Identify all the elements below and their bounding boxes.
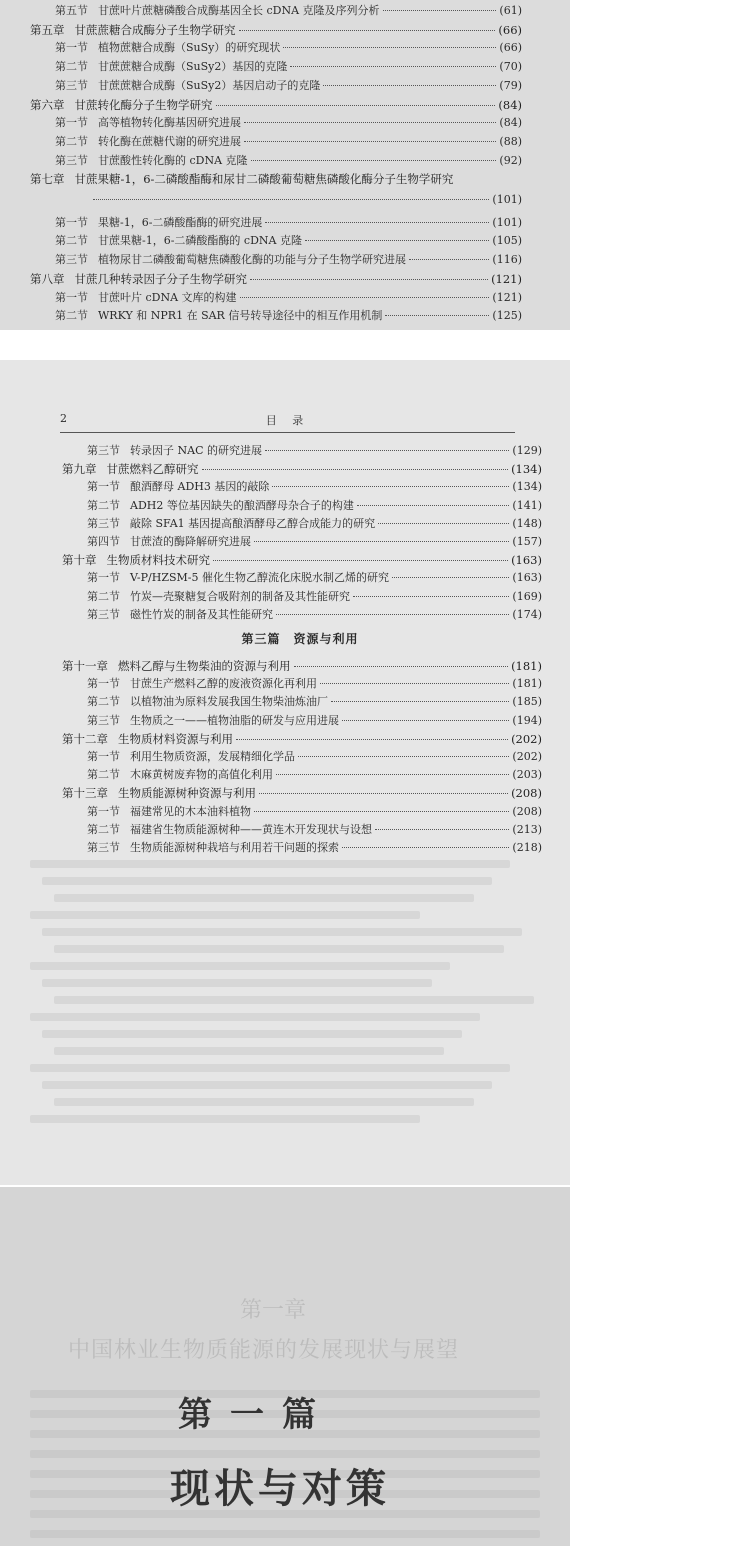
- bleed-line: [54, 1098, 474, 1106]
- page-gap: [0, 330, 570, 360]
- toc-page-number: (157): [512, 535, 542, 548]
- toc-section-entry: [55, 215, 522, 231]
- toc-entry-title: 生物质能源树种资源与利用: [118, 786, 256, 801]
- toc-entry-label: 第十二章: [62, 731, 108, 746]
- toc-chapter-entry: [30, 271, 522, 287]
- toc-section-entry: [87, 713, 542, 729]
- toc-entry-label: 第二节: [87, 498, 120, 512]
- toc-entry-title: ADH2 等位基因缺失的酿酒酵母杂合子的构建: [130, 498, 354, 512]
- toc-chapter-entry: [62, 785, 542, 801]
- toc-entry-label: 第二节: [87, 822, 120, 836]
- bleed-line: [54, 894, 474, 902]
- toc-entry-label: 第五章: [30, 22, 65, 37]
- bleed-line: [30, 860, 510, 868]
- leader-dots: [272, 486, 509, 487]
- toc-section-entry: [87, 840, 542, 856]
- toc-section-entry: [87, 516, 542, 532]
- toc-section-entry: [87, 589, 542, 605]
- toc-entry-title: 植物尿甘二磷酸葡萄糖焦磷酸化酶的功能与分子生物学研究进展: [98, 253, 406, 267]
- leader-dots: [320, 683, 509, 684]
- toc-entry-label: 第三节: [87, 444, 120, 457]
- toc-page-number: (181): [511, 659, 542, 673]
- toc-section-entry: [87, 570, 542, 586]
- toc-entry-label: 第三节: [87, 841, 120, 854]
- toc-page-number: (92): [499, 153, 522, 167]
- toc-page-number: (218): [512, 841, 542, 854]
- toc-entry-label: 第一节: [87, 480, 120, 494]
- toc-entry-label: 第三节: [87, 713, 120, 727]
- toc-entry-title: 果糖-1，6-二磷酸酯酶的研究进展: [98, 215, 263, 229]
- toc-section-entry: [55, 78, 522, 94]
- toc-section-entry: [87, 534, 542, 550]
- bleed-line: [30, 1530, 540, 1538]
- toc-page-number: (208): [512, 804, 542, 818]
- toc-page-number: (79): [499, 78, 522, 92]
- toc-entry-title: 甘蔗蔗糖合成酶（SuSy2）基因的克隆: [98, 60, 288, 74]
- toc-section-entry: [87, 498, 542, 514]
- leader-dots: [290, 66, 496, 67]
- toc-section-entry: [87, 767, 542, 783]
- toc-section-entry: [87, 676, 542, 692]
- leader-dots: [244, 122, 496, 123]
- toc-page-number: (121): [491, 271, 522, 286]
- toc-page-number: (203): [512, 768, 542, 782]
- bleed-line: [42, 1030, 462, 1038]
- toc-section-entry: [87, 804, 542, 820]
- toc-entry-title: 甘蔗叶片蔗糖磷酸合成酶基因全长 cDNA 克隆及序列分析: [98, 4, 380, 17]
- toc-entry-label: 第十章: [62, 553, 97, 568]
- toc-entry-label: 第五节: [55, 4, 88, 17]
- toc-page-continuation: [90, 192, 522, 208]
- toc-page-number: (202): [512, 750, 542, 763]
- toc-entry-label: 第四节: [87, 535, 120, 548]
- toc-page-number: (66): [498, 22, 522, 37]
- toc-entry-label: 第一节: [55, 116, 88, 130]
- toc-entry-title: 甘蔗果糖-1，6-二磷酸酯酶的 cDNA 克隆: [98, 234, 302, 248]
- toc-entry-label: 第一节: [55, 290, 88, 304]
- toc-entry-title: 甘蔗果糖-1，6-二磷酸酯酶和尿甘二磷酸葡萄糖焦磷酸化酶分子生物学研究: [74, 172, 454, 187]
- part-heading: 第三篇 资源与利用: [241, 632, 359, 646]
- toc-entry-label: 第九章: [62, 462, 97, 477]
- leader-dots: [323, 85, 496, 86]
- running-title: 目 录: [265, 414, 310, 427]
- toc-page-number: (185): [512, 695, 542, 709]
- toc-entry-title: 木麻黄树废弃物的高值化利用: [130, 768, 273, 782]
- toc-chapter-entry: [30, 97, 522, 113]
- toc-section-entry: [55, 59, 522, 75]
- leader-dots: [409, 259, 489, 260]
- leader-dots: [375, 829, 509, 830]
- leader-dots: [357, 505, 510, 506]
- toc-section-entry: [87, 607, 542, 623]
- toc-entry-title: 转化酶在蔗糖代谢的研究进展: [98, 134, 241, 148]
- leader-dots: [213, 560, 508, 561]
- toc-page-number: (125): [492, 309, 522, 323]
- toc-page-number: (105): [492, 234, 522, 248]
- toc-section-entry: [55, 252, 522, 268]
- toc-page-number: (88): [499, 134, 522, 148]
- toc-entry-title: 生物质材料技术研究: [106, 553, 210, 568]
- toc-section-entry: [87, 822, 542, 838]
- toc-entry-label: 第二节: [55, 309, 88, 323]
- bleed-line: [30, 1013, 480, 1021]
- toc-entry-title: 甘蔗燃料乙醇研究: [106, 462, 199, 477]
- toc-entry-label: 第三节: [87, 516, 120, 530]
- toc-page-number: (213): [512, 822, 542, 836]
- leader-dots: [342, 847, 509, 848]
- toc-page-number: (129): [512, 444, 542, 457]
- toc-entry-title: WRKY 和 NPR1 在 SAR 信号转导途径中的相互作用机制: [98, 309, 383, 323]
- bleed-line: [30, 1115, 420, 1123]
- toc-entry-label: 第一节: [55, 41, 88, 55]
- toc-page-number: (163): [511, 553, 542, 568]
- toc-chapter-entry: [62, 731, 542, 747]
- toc-entry-title: 生物质材料资源与利用: [118, 731, 233, 746]
- toc-page-number: (141): [512, 498, 542, 512]
- toc-page-number: (121): [492, 290, 522, 304]
- toc-page-number: (202): [511, 731, 542, 746]
- toc-page-number: (101): [492, 215, 522, 229]
- toc-entry-label: 第三节: [55, 78, 88, 92]
- leader-dots: [383, 10, 497, 11]
- toc-entry-label: 第二节: [87, 589, 120, 603]
- toc-section-entry: [87, 479, 542, 495]
- toc-entry-title: 甘蔗转化酶分子生物学研究: [74, 97, 213, 112]
- leader-dots: [353, 596, 509, 597]
- toc-page-number: (101): [492, 193, 522, 206]
- toc-page-number: (134): [511, 462, 542, 477]
- toc-section-entry: [55, 3, 522, 19]
- leader-dots: [305, 240, 489, 241]
- part-label: 第一篇: [178, 1395, 334, 1435]
- toc-page-number: (181): [512, 677, 542, 691]
- toc-entry-label: 第三节: [55, 253, 88, 267]
- toc-entry-label: 第二节: [87, 695, 120, 709]
- toc-entry-title: 甘蔗酸性转化酶的 cDNA 克隆: [98, 153, 248, 167]
- toc-entry-label: 第三节: [87, 607, 120, 621]
- leader-dots: [254, 811, 509, 812]
- toc-chapter-entry: [30, 22, 522, 38]
- toc-entry-title: 转录因子 NAC 的研究进展: [130, 444, 262, 457]
- bleed-line: [42, 877, 492, 885]
- toc-entry-label: 第二节: [55, 60, 88, 74]
- toc-page-number: (116): [492, 253, 522, 267]
- leader-dots: [240, 297, 490, 298]
- toc-page-number: (169): [512, 589, 542, 603]
- toc-chapter-entry: [30, 171, 522, 187]
- toc-entry-title: 高等植物转化酶基因研究进展: [98, 116, 241, 130]
- leader-dots: [342, 720, 509, 721]
- toc-entry-title: 生物质之一——植物油脂的研发与应用进展: [130, 713, 339, 727]
- toc-section-entry: [55, 40, 522, 56]
- toc-section-entry: [55, 233, 522, 249]
- leader-dots: [331, 701, 509, 702]
- bleed-line: [30, 911, 420, 919]
- toc-section-entry: [55, 308, 522, 324]
- toc-page-number: (174): [512, 607, 542, 621]
- page-number: 2: [60, 412, 67, 425]
- bleed-line: [54, 1047, 444, 1055]
- toc-page-number: (66): [499, 41, 522, 55]
- toc-entry-title: V-P/HZSM-5 催化生物乙醇流化床脱水制乙烯的研究: [130, 571, 390, 585]
- leader-dots: [244, 141, 496, 142]
- bleed-line: [30, 1064, 510, 1072]
- toc-chapter-entry: [62, 461, 542, 477]
- toc-entry-title: 以植物油为原料发展我国生物柴油炼油厂: [130, 695, 328, 709]
- toc-entry-label: 第八章: [30, 271, 65, 286]
- part-title: 现状与对策: [170, 1465, 390, 1512]
- toc-page-number: (70): [499, 60, 522, 74]
- toc-entry-label: 第一节: [87, 677, 120, 691]
- leader-dots: [254, 541, 509, 542]
- leader-dots: [265, 450, 509, 451]
- leader-dots: [251, 160, 497, 161]
- leader-dots: [202, 469, 509, 470]
- toc-page-number: (208): [511, 786, 542, 801]
- toc-section-entry: [55, 134, 522, 150]
- bleed-line: [42, 928, 522, 936]
- bleed-chapter: 第一章: [240, 1298, 307, 1323]
- toc-entry-title: 甘蔗蔗糖合成酶分子生物学研究: [74, 22, 236, 37]
- toc-entry-title: 植物蔗糖合成酶（SuSy）的研究现状: [98, 41, 281, 55]
- leader-dots: [276, 614, 509, 615]
- toc-page-number: (61): [499, 4, 522, 17]
- toc-page-number: (84): [498, 97, 522, 112]
- leader-dots: [216, 105, 496, 106]
- toc-entry-label: 第一节: [87, 750, 120, 763]
- toc-entry-label: 第二节: [55, 234, 88, 248]
- toc-entry-title: 甘蔗生产燃料乙醇的废液资源化再利用: [130, 677, 317, 691]
- leader-dots: [385, 315, 489, 316]
- toc-entry-title: 福建常见的木本油料植物: [130, 804, 251, 818]
- toc-entry-title: 生物质能源树种栽培与利用若干问题的探索: [130, 841, 339, 854]
- bleed-line: [54, 996, 534, 1004]
- toc-section-entry: [55, 290, 522, 306]
- toc-chapter-entry: [62, 552, 542, 568]
- leader-dots: [283, 47, 496, 48]
- toc-entry-label: 第三节: [55, 153, 88, 167]
- toc-entry-label: 第六章: [30, 97, 65, 112]
- leader-dots: [378, 523, 509, 524]
- toc-section-entry: [55, 115, 522, 131]
- toc-entry-title: 甘蔗渣的酶降解研究进展: [130, 535, 251, 548]
- leader-dots: [250, 279, 488, 280]
- toc-entry-title: 酿酒酵母 ADH3 基因的敲除: [130, 480, 270, 494]
- toc-entry-title: 甘蔗蔗糖合成酶（SuSy2）基因启动子的克隆: [98, 78, 321, 92]
- bleed-line: [42, 979, 432, 987]
- toc-entry-label: 第二节: [55, 134, 88, 148]
- toc-entry-label: 第一节: [87, 804, 120, 818]
- toc-page-number: (84): [499, 116, 522, 130]
- toc-section-entry: [87, 443, 542, 459]
- leader-dots: [294, 666, 509, 667]
- running-header: [60, 410, 515, 433]
- toc-entry-label: 第一节: [55, 215, 88, 229]
- leader-dots: [276, 774, 509, 775]
- bleed-line: [54, 945, 504, 953]
- leader-dots: [93, 199, 489, 200]
- toc-entry-title: 磁性竹炭的制备及其性能研究: [130, 607, 273, 621]
- toc-entry-label: 第七章: [30, 172, 65, 187]
- toc-entry-title: 甘蔗叶片 cDNA 文库的构建: [98, 290, 237, 304]
- toc-entry-title: 利用生物质资源，发展精细化学品: [130, 750, 295, 763]
- bleed-line: [42, 1081, 492, 1089]
- toc-entry-title: 甘蔗几种转录因子分子生物学研究: [74, 271, 247, 286]
- toc-entry-label: 第十一章: [62, 659, 108, 673]
- toc-entry-label: 第二节: [87, 768, 120, 782]
- leader-dots: [392, 577, 509, 578]
- toc-entry-title: 燃料乙醇与生物柴油的资源与利用: [118, 659, 291, 673]
- toc-page-number: (163): [512, 571, 542, 585]
- toc-page-number: (148): [512, 516, 542, 530]
- bleed-line: [30, 962, 450, 970]
- toc-entry-label: 第一节: [87, 571, 120, 585]
- toc-page-number: (134): [512, 480, 542, 494]
- toc-entry-title: 福建省生物质能源树种——黄连木开发现状与设想: [130, 822, 372, 836]
- bleed-title: 中国林业生物质能源的发展现状与展望: [68, 1338, 460, 1363]
- toc-section-entry: [87, 694, 542, 710]
- toc-page-number: (194): [512, 713, 542, 727]
- leader-dots: [239, 30, 496, 31]
- leader-dots: [259, 793, 508, 794]
- leader-dots: [265, 222, 489, 223]
- toc-entry-label: 第十三章: [62, 786, 108, 801]
- toc-entry-title: 竹炭—壳聚糖复合吸附剂的制备及其性能研究: [130, 589, 350, 603]
- leader-dots: [236, 739, 508, 740]
- toc-chapter-entry: [62, 658, 542, 674]
- toc-entry-title: 敲除 SFA1 基因提高酿酒酵母乙醇合成能力的研究: [130, 516, 376, 530]
- leader-dots: [298, 756, 509, 757]
- toc-section-entry: [55, 153, 522, 169]
- toc-section-entry: [87, 749, 542, 765]
